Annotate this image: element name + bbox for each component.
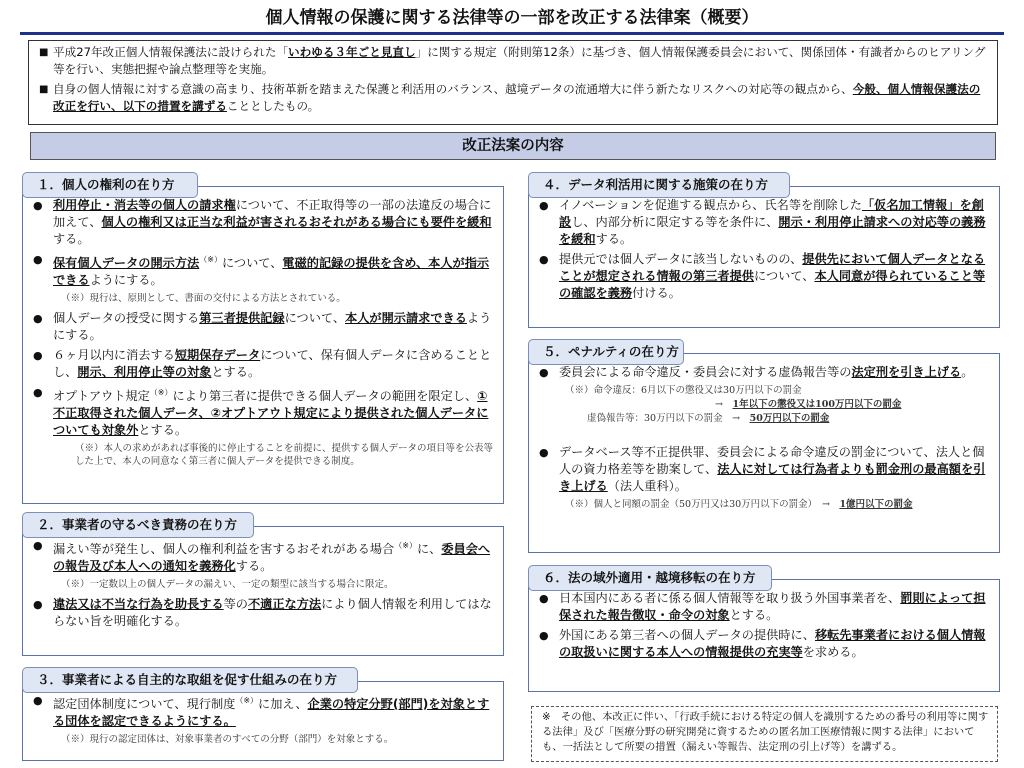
section-4-heading: ４．データ利活用に関する施策の在り方 [528, 172, 790, 198]
sec6-item-1 [537, 590, 991, 624]
sec1-i3-text2: について、 [284, 311, 346, 326]
sec1-i3-text: 個人データの授受に関する [53, 311, 200, 326]
sec3-i1-sup: （※） [235, 696, 259, 705]
sec2-note-1: （※）一定数以上の個人データの漏えい、一定の類型に該当する場合に限定。 [61, 579, 394, 591]
sec5-n2-new: 1億円以下の罰金 [839, 499, 913, 510]
sec1-i4-text: ６ヶ月以内に消去する [53, 348, 175, 363]
footnote-box: ※ その他、本改正に伴い、「行政手続における特定の個人を識別するための番号の利用等に関する法律」及び「医療分野の研究開発に資するための匿名加工医療情報に関する法律」においても、一括法として所要の措置（漏えい等報告、法定刑の引上げ等）を講ずる。 [531, 706, 998, 762]
section-3-heading: ３．事業者による自主的な取組を促す仕組みの在り方 [22, 667, 358, 693]
sec2-i1-end: する。 [235, 559, 273, 574]
sec2-i1-emphasis: 委員会への報告及び本人への通知を義務化 [53, 542, 491, 574]
sec3-i1-emphasis: 企業の特定分野(部門)を対象とする団体を認定できるようにする。 [53, 697, 490, 729]
sec1-i5-sup: （※） [149, 388, 173, 398]
intro-p1-emphasis: いわゆる３年ごと見直し [288, 45, 416, 59]
sec5-n1-false-report-new: 50万円以下の罰金 [749, 413, 830, 424]
sec2-item-2 [31, 596, 495, 630]
sec1-i1-end: する。 [53, 232, 90, 246]
sec1-i3-emphasis: 本人が開示請求できる [345, 311, 467, 326]
sec1-item-5 [31, 384, 495, 439]
sec4-i1-emphasis: 開示・利用停止請求への対応等の義務を緩和 [559, 215, 986, 246]
sec2-i2-key: 違法又は不当な行為を助長する [53, 597, 224, 612]
sec6-i1-text: 日本国内にある者に係る個人情報等を取り扱う外国事業者を、 [559, 591, 901, 605]
sec5-n1-penalty-new: 1年以下の懲役又は100万円以下の罰金 [732, 399, 902, 410]
intro-p1-text-end: 」に関する規定（附則第12条）に基づき、個人情報保護委員会において、関係団体・有識者からのヒアリング等を行い、実態把握や論点整理等を実施。 [53, 45, 986, 76]
sec1-i2-text: について、 [221, 256, 283, 271]
sec2-i2-emphasis: 不適正な方法 [248, 597, 322, 612]
sec4-i2-text: 提供元では個人データに該当しないものの、 [559, 252, 803, 266]
sec1-item-4 [31, 347, 495, 381]
sec4-i2-end: 付ける。 [632, 286, 681, 300]
sec1-i4-end: とする。 [211, 365, 261, 380]
sec5-i2-text: データベース等不正提供罪、委員会による命令違反の罰金について、法人と個人の資力格差等を勘案して、 [559, 445, 985, 476]
sec3-note-1: （※）現行の認定団体は、対象事業者のすべての分野（部門）を対象とする。 [61, 734, 394, 746]
arrow-icon: → [715, 399, 723, 410]
sec4-i1-key: 「仮名加工情報」を創設 [559, 198, 984, 229]
sec1-i2-emphasis: 電磁的記録の提供を含め、本人が指示できる [53, 256, 490, 288]
section-3-box [22, 681, 504, 761]
sec3-item-1 [31, 692, 495, 730]
sec4-item-2 [537, 251, 991, 302]
sec5-n1-false-report: 虚偽報告等：30万円以下の罰金 [587, 413, 723, 424]
sec2-i1-text2: に、 [416, 542, 442, 557]
sec4-i1-text: イノベーションを促進する観点から、氏名等を削除した [559, 198, 862, 212]
sec5-i2-emphasis: 法人に対しては行為者よりも罰金刑の最高額を引き上げる [559, 462, 986, 493]
section-2-heading: ２．事業者の守るべき責務の在り方 [22, 512, 254, 538]
sec4-i2-key: 提供先において個人データとなることが想定される情報の第三者提供 [559, 252, 986, 283]
section-4-box [528, 186, 1000, 328]
sec2-item-1 [31, 537, 495, 575]
sec1-item-1 [31, 197, 495, 248]
sec1-note-5: （※）本人の求めがあれば事後的に停止することを前提に、提供する個人データの項目等を公表等した上で、本人の同意なく第三者に個人データを提供できる制度。 [75, 443, 494, 468]
sec1-i1-text: について、不正取得等の一部の法違反の場合に加えて、 [53, 198, 492, 229]
sec6-i2-end: を求める。 [802, 645, 864, 659]
sec5-item-2 [537, 444, 991, 495]
sec6-i1-emphasis: 罰則によって担保された報告徴収・命令の対象 [559, 591, 986, 622]
sec5-note-1b-row [537, 398, 991, 412]
sec1-i5-text: オプトアウト規定 [53, 389, 150, 404]
sec5-i2-end: （法人重科）。 [607, 479, 687, 493]
sec1-note-2: （※）現行は、原則として、書面の交付による方法とされている。 [61, 293, 346, 305]
section-6-heading: ６．法の域外適用・越境移転の在り方 [528, 565, 772, 591]
section-5-box [528, 353, 1000, 553]
sec5-i1-end: 。 [961, 365, 974, 379]
intro-box [28, 40, 998, 125]
sec5-note-1a: （※）命令違反：6月以下の懲役又は30万円以下の罰金 [565, 385, 802, 396]
sec2-i1-sup: （※） [394, 541, 417, 550]
sec1-i4-key: 短期保存データ [174, 348, 261, 363]
sec2-i1-text: 漏えい等が発生し、個人の権利利益を害するおそれがある場合 [53, 542, 395, 557]
sec6-i2-text: 外国にある第三者への個人データの提供時に、 [559, 628, 815, 642]
section-5-heading: ５．ペナルティの在り方 [528, 339, 684, 365]
sec3-i1-text: 認定団体制度について、現行制度 [53, 697, 236, 712]
title-rule [20, 32, 1004, 35]
section-banner: 改正法案の内容 [30, 132, 996, 160]
sec5-n2-text: （※）個人と同額の罰金（50万円又は30万円以下の罰金） [565, 499, 813, 510]
sec4-i2-emphasis: 本人同意が得られていること等の確認を義務 [559, 269, 986, 300]
sec1-i1-emphasis: 個人の権利又は正当な利益が害されるおそれがある場合にも要件を緩和 [101, 215, 492, 229]
intro-p1-text: 平成27年改正個人情報保護法に設けられた「 [53, 45, 289, 59]
sec3-i1-text2: に加え、 [258, 697, 308, 712]
arrow-icon: → [821, 499, 830, 510]
sec4-i1-end: する。 [595, 232, 633, 246]
sec4-i2-text2: について、 [754, 269, 815, 283]
intro-p2-text-end: こととしたもの。 [226, 99, 320, 113]
section-6-box [528, 579, 1000, 692]
sec5-i1-text: 委員会による命令違反・委員会に対する虚偽報告等の [559, 365, 852, 379]
section-1-heading: １．個人の権利の在り方 [22, 172, 198, 198]
sec1-i3-end: ようにする。 [53, 311, 492, 343]
intro-p2-emphasis: 今般、個人情報保護法の改正を行い、以下の措置を講ずる [53, 82, 981, 113]
sec1-i5-emphasis: ①不正取得された個人データ、②オプトアウト規定により提供された個人データについても対象外 [53, 389, 489, 438]
sec6-item-2 [537, 627, 991, 661]
sec5-i1-emphasis: 法定刑を引き上げる [851, 365, 962, 379]
intro-paragraph-2 [39, 81, 987, 115]
section-1-box [22, 186, 504, 504]
sec1-item-3 [31, 310, 495, 344]
sec2-i2-text: 等の [223, 597, 248, 612]
sec1-i5-text2: により第三者に提供できる個人データの範囲を限定し、 [172, 389, 478, 404]
sec6-i1-end: とする。 [729, 608, 779, 622]
sec1-i2-key: 保有個人データの開示方法 [53, 256, 200, 271]
arrow-icon: → [732, 413, 741, 424]
sec5-item-1 [537, 364, 991, 381]
sec5-note-1d-row [537, 412, 991, 426]
sec1-i2-end: ようにする。 [89, 273, 163, 288]
sec1-i5-end: とする。 [138, 423, 188, 438]
sec1-i2-sup: （※） [199, 255, 222, 264]
page-title: 個人情報の保護に関する法律等の一部を改正する法律案（概要） [265, 8, 759, 28]
sec1-i1-key: 利用停止・消去等の個人の請求権 [53, 198, 236, 212]
sec1-item-2 [31, 251, 495, 289]
sec4-i1-text2: し、内部分析に限定する等を条件に、 [571, 215, 779, 229]
sec1-i4-emphasis: 開示、利用停止等の対象 [77, 365, 212, 380]
intro-paragraph-1 [39, 44, 987, 78]
section-2-box [22, 526, 504, 656]
sec4-item-1 [537, 197, 991, 248]
sec5-note-2 [537, 498, 991, 512]
sec1-i4-text2: について、保有個人データに含めることとし、 [53, 348, 492, 380]
sec6-i2-emphasis: 移転先事業者における個人情報の取扱いに関する本人への情報提供の充実等 [559, 628, 986, 659]
intro-p2-text: 自身の個人情報に対する意識の高まり、技術革新を踏まえた保護と利活用のバランス、越境データの流通増大に伴う新たなリスクへの対応等の観点から、 [53, 82, 853, 96]
sec1-i3-key: 第三者提供記録 [199, 311, 285, 326]
sec2-i2-end: により個人情報を利用してはならない旨を明確化する。 [53, 597, 492, 629]
